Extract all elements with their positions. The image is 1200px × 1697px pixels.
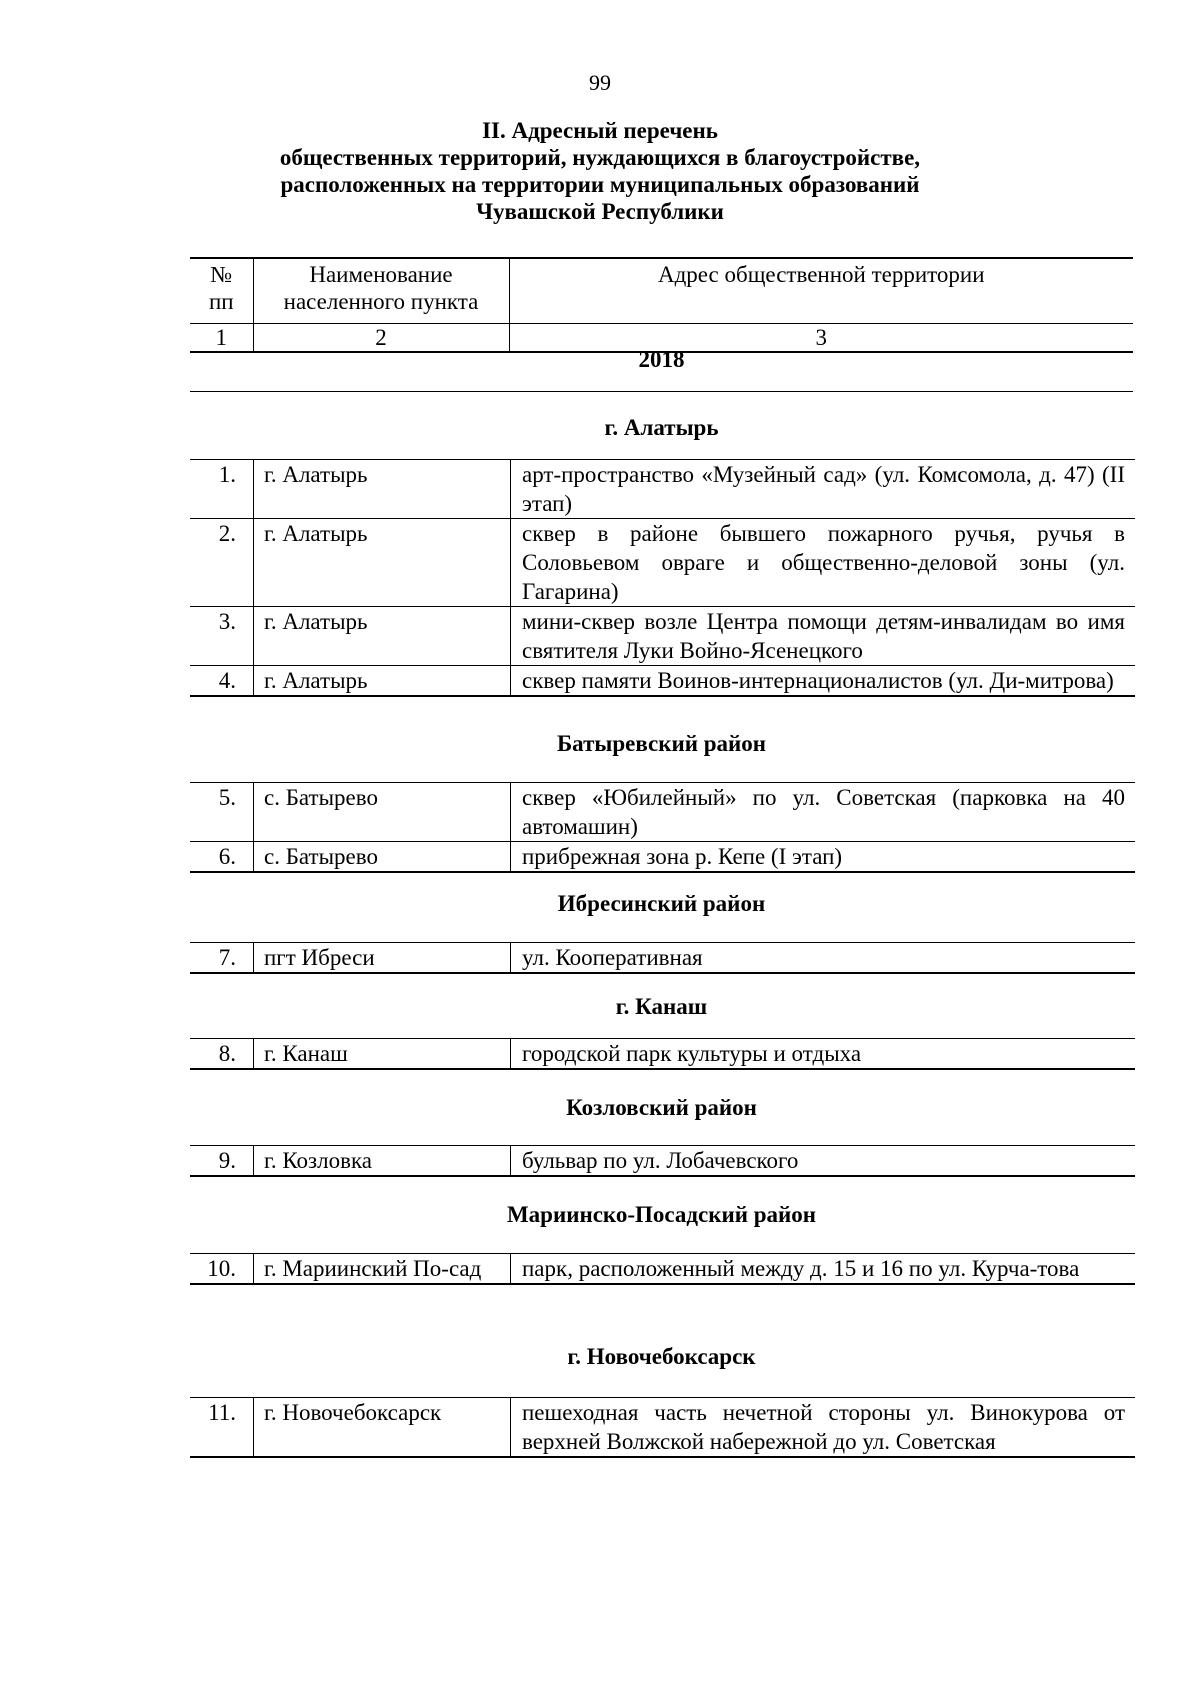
heading-line: общественных территорий, нуждающихся в благоустройстве,: [279, 145, 921, 170]
row-number: 8.: [190, 1039, 254, 1070]
row-number: 2.: [190, 519, 254, 607]
row-settlement: г. Алатырь: [254, 607, 511, 666]
header-address-cell: Адрес общественной территории: [509, 258, 1133, 324]
row-address: парк, расположенный между д. 15 и 16 по ул. Курча-това: [511, 1254, 1136, 1285]
section-table: [190, 1145, 1135, 1177]
section-table: [190, 942, 1135, 974]
row-number: 6.: [190, 842, 254, 873]
section-table: [190, 1038, 1135, 1070]
section-table: [190, 1253, 1135, 1285]
row-number: 11.: [190, 1398, 254, 1458]
row-number: 4.: [190, 666, 254, 697]
page-number: 99: [589, 70, 611, 95]
year-title: 2018: [638, 347, 685, 372]
row-number: 1.: [190, 460, 254, 519]
table-row: [190, 842, 1135, 873]
table-row: [190, 943, 1135, 974]
row-address: мини-сквер возле Центра помощи детям-инвалидам во имя святителя Луки Войно-Ясенецкого: [511, 607, 1136, 666]
row-settlement: г. Алатырь: [254, 519, 511, 607]
section-title: г. Алатырь: [604, 415, 719, 440]
row-number: 9.: [190, 1146, 254, 1177]
section-table: [190, 782, 1135, 873]
section-title: Батыревский район: [556, 731, 767, 756]
section-table: [190, 1397, 1135, 1458]
column-number: 2: [253, 324, 509, 353]
section-title: Ибресинский район: [557, 891, 766, 916]
section-title: г. Новочебоксарск: [567, 1344, 756, 1369]
row-address: городской парк культуры и отдыха: [511, 1039, 1136, 1070]
row-settlement: г. Новочебоксарск: [254, 1398, 511, 1458]
header-number-cell: [190, 258, 253, 324]
section-title: Мариинско-Посадский район: [506, 1202, 817, 1227]
header-text: населенного пункта: [283, 289, 479, 314]
row-address: прибрежная зона р. Кепе (I этап): [511, 842, 1136, 873]
row-settlement: пгт Ибреси: [254, 943, 511, 974]
row-settlement: г. Алатырь: [254, 666, 511, 697]
heading-line: II. Адресный перечень: [482, 118, 718, 143]
row-address: сквер памяти Воинов-интернационалистов (ул. Ди-митрова): [511, 666, 1136, 697]
row-address: бульвар по ул. Лобачевского: [511, 1146, 1136, 1177]
row-settlement: г. Алатырь: [254, 460, 511, 519]
row-settlement: с. Батырево: [254, 842, 511, 873]
row-number: 5.: [190, 783, 254, 842]
row-address: ул. Кооперативная: [511, 943, 1136, 974]
row-address: сквер в районе бывшего пожарного ручья, ручья в Соловьевом овраге и общественно-деловой зоны (ул. Гагарина): [511, 519, 1136, 607]
column-number: 1: [190, 324, 253, 353]
table-row: [190, 519, 1135, 607]
header-text: №: [210, 262, 233, 287]
row-address: сквер «Юбилейный» по ул. Советская (парковка на 40 автомашин): [511, 783, 1136, 842]
table-row: [190, 1398, 1135, 1458]
row-number: 3.: [190, 607, 254, 666]
heading-line: расположенных на территории муниципальных образований: [280, 172, 920, 197]
section-title: Козловский район: [566, 1095, 757, 1120]
table-row: [190, 783, 1135, 842]
table-row: [190, 607, 1135, 666]
row-settlement: г. Мариинский По-сад: [254, 1254, 511, 1285]
table-row: [190, 1039, 1135, 1070]
table-row: [190, 666, 1135, 697]
row-number: 10.: [190, 1254, 254, 1285]
column-number: 3: [509, 324, 1133, 353]
row-address: пешеходная часть нечетной стороны ул. Винокурова от верхней Волжской набережной до ул. Советская: [511, 1398, 1136, 1458]
divider: [190, 391, 1133, 392]
row-address: арт-пространство «Музейный сад» (ул. Комсомола, д. 47) (II этап): [511, 460, 1136, 519]
document-heading: [0, 117, 1200, 225]
row-number: 7.: [190, 943, 254, 974]
table-row: [190, 1146, 1135, 1177]
row-settlement: с. Батырево: [254, 783, 511, 842]
row-settlement: г. Канаш: [254, 1039, 511, 1070]
table-row: [190, 1254, 1135, 1285]
table-header: [190, 257, 1133, 353]
row-settlement: г. Козловка: [254, 1146, 511, 1177]
header-text: Наименование: [309, 262, 453, 287]
section-table: [190, 459, 1135, 697]
header-text: пп: [208, 289, 234, 314]
table-row: [190, 460, 1135, 519]
header-settlement-cell: [253, 258, 509, 324]
section-title: г. Канаш: [615, 994, 708, 1019]
heading-line: Чувашской Республики: [476, 199, 724, 224]
